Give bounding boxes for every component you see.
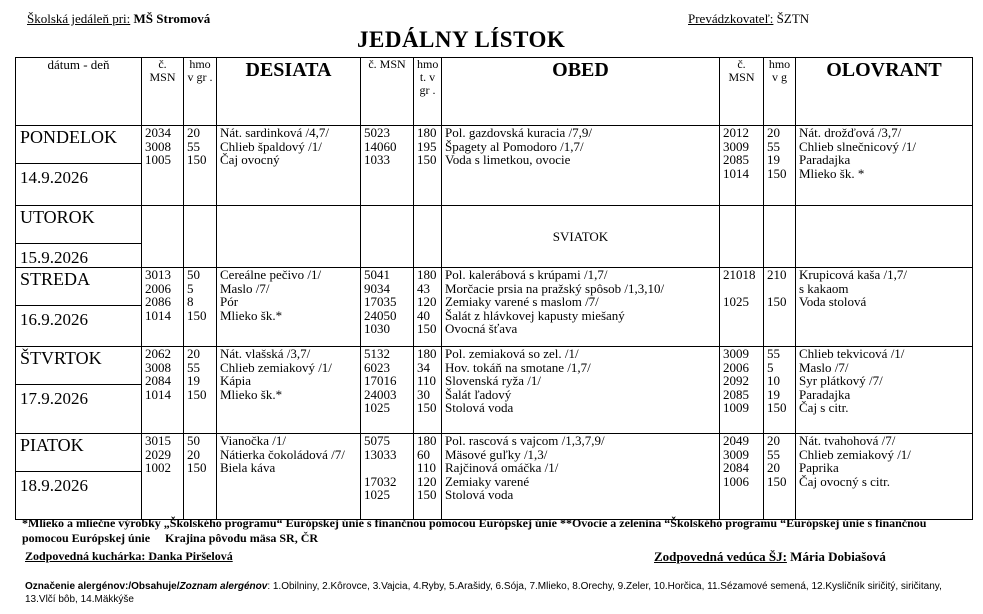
- list-item: 5: [187, 280, 194, 296]
- list-item: 20: [187, 125, 200, 140]
- list-item: Zemiaky varené s maslom /7/: [445, 294, 599, 309]
- col-olovrant: OLOVRANT: [796, 58, 973, 126]
- list-item: Chlieb zemiakový /1/: [220, 359, 332, 375]
- olovrant-msn: [720, 268, 764, 347]
- list-item: 180: [417, 267, 437, 282]
- day-name: PONDELOK: [20, 127, 117, 147]
- day-cell: [16, 434, 142, 520]
- obed-weight: [414, 268, 442, 347]
- school-header: [27, 11, 210, 27]
- list-item: 2084: [145, 373, 171, 388]
- page-title: JEDÁLNY LÍSTOK: [357, 27, 566, 52]
- list-item: 150: [417, 152, 437, 167]
- obed-msn: [361, 126, 414, 206]
- desiata-weight: [184, 347, 217, 434]
- allergen-label-italic: Zoznam alergénov: [179, 581, 268, 592]
- list-item: [767, 282, 792, 296]
- olovrant-msn: [720, 347, 764, 434]
- list-item: 3015: [145, 433, 171, 448]
- desiata-weight: [184, 126, 217, 206]
- list-item: 20: [767, 433, 780, 448]
- school-name: MŠ Stromová: [133, 11, 211, 26]
- col-weight-1: hmo v gr .: [184, 58, 217, 126]
- col-msn-2: č. MSN: [361, 58, 414, 126]
- desiata-items: [217, 347, 361, 434]
- list-item: 3009: [723, 346, 749, 361]
- list-item: 40: [417, 307, 430, 323]
- list-item: Paradajka: [799, 386, 851, 402]
- desiata-weight: [184, 268, 217, 347]
- day-cell: [16, 347, 142, 434]
- list-item: 3009: [723, 446, 749, 462]
- list-item: 55: [767, 346, 780, 361]
- list-item: Pol. gazdovská kuracia /7,9/: [445, 125, 592, 140]
- col-msn-3: č. MSN: [720, 58, 764, 126]
- responsible-cook: Zodpovedná kuchárka: Danka Piršelová: [25, 549, 233, 563]
- list-item: 1014: [145, 386, 171, 402]
- desiata-msn: [142, 434, 184, 520]
- list-item: Syr plátkový /7/: [799, 373, 883, 388]
- obed-weight: [414, 347, 442, 434]
- olovrant-weight: [764, 126, 796, 206]
- list-item: 150: [767, 473, 787, 489]
- list-item: 110: [417, 373, 437, 388]
- list-item: Krupicová kaša /1,7/: [799, 267, 907, 282]
- list-item: Nát. tvahohová /7/: [799, 433, 896, 448]
- olovrant-weight: [764, 347, 796, 434]
- list-item: 60: [417, 446, 430, 462]
- list-item: 2012: [723, 125, 749, 140]
- list-item: 110: [417, 460, 437, 475]
- list-item: 1025: [364, 400, 390, 415]
- list-item: Hov. tokáň na smotane /1,7/: [445, 359, 591, 375]
- list-item: Chlieb slnečnicový /1/: [799, 138, 916, 154]
- day-row: [16, 126, 973, 206]
- list-item: 2034: [145, 125, 171, 140]
- olovrant-msn: [720, 126, 764, 206]
- list-item: 5: [767, 359, 774, 375]
- list-item: Voda s limetkou, ovocie: [445, 152, 571, 167]
- list-item: 14060: [364, 138, 397, 154]
- obed-items: [442, 347, 720, 434]
- list-item: 150: [187, 460, 207, 475]
- obed-msn: [361, 434, 414, 520]
- list-item: Pór: [220, 294, 239, 309]
- list-item: 1025: [364, 487, 390, 502]
- olovrant-items: [796, 126, 973, 206]
- day-name: STREDA: [20, 269, 91, 289]
- olovrant-items: [796, 434, 973, 520]
- list-item: Stolová voda: [445, 487, 514, 502]
- list-item: Maslo /7/: [220, 280, 270, 296]
- allergen-list: : 1.Obilniny, 2.Kôrovce, 3.Vajcia, 4.Ryby, 5.Arašidy, 6.Sója, 7.Mlieko, 8.Orechy, 9.Zeler, 10.Horčica, 11.Sézamové semená, 12.Kysličník siričitý, siričitany, 13.Vlčí bôb, 14.Mäkkýše: [25, 581, 942, 605]
- col-date-day: dátum - deň: [16, 58, 142, 126]
- list-item: Zemiaky varené: [445, 473, 530, 489]
- list-item: 8: [187, 294, 194, 309]
- desiata-weight: [184, 434, 217, 520]
- list-item: 1006: [723, 473, 749, 489]
- manager-label: Zodpovedná vedúca ŠJ:: [654, 549, 787, 564]
- olovrant-msn: [720, 434, 764, 520]
- list-item: Stolová voda: [445, 400, 514, 415]
- list-item: Cereálne pečivo /1/: [220, 267, 322, 282]
- menu-table: [15, 57, 973, 520]
- list-item: 43: [417, 280, 430, 296]
- list-item: 9034: [364, 280, 390, 296]
- list-item: 2085: [723, 386, 749, 402]
- list-item: 50: [187, 433, 200, 448]
- school-label: Školská jedáleň pri:: [27, 11, 131, 26]
- desiata-msn: [142, 347, 184, 434]
- list-item: Nát. sardinková /4,7/: [220, 125, 330, 140]
- desiata-msn: [142, 126, 184, 206]
- day-row: [16, 268, 973, 347]
- list-item: Nátierka čokoládová /7/: [220, 446, 345, 462]
- day-row: [16, 206, 973, 268]
- list-item: 150: [767, 294, 787, 309]
- operator-name: ŠZTN: [776, 11, 810, 26]
- day-date: 14.9.2026: [20, 168, 88, 187]
- responsible-manager: [654, 549, 886, 565]
- list-item: 120: [417, 294, 437, 309]
- list-item: [723, 282, 760, 296]
- list-item: Mäsové guľky /1,3/: [445, 446, 548, 462]
- day-date: 17.9.2026: [20, 389, 88, 408]
- list-item: Mlieko šk.*: [220, 307, 283, 323]
- list-item: 17016: [364, 373, 397, 388]
- list-item: Pol. rascová s vajcom /1,3,7,9/: [445, 433, 605, 448]
- empty-cell: [142, 206, 184, 268]
- list-item: Pol. zemiaková so zel. /1/: [445, 346, 579, 361]
- list-item: 17035: [364, 294, 397, 309]
- list-item: 20: [767, 460, 780, 475]
- list-item: 20: [767, 125, 780, 140]
- list-item: 180: [417, 433, 437, 448]
- empty-cell: [764, 206, 796, 268]
- list-item: 1002: [145, 460, 171, 475]
- list-item: 34: [417, 359, 430, 375]
- list-item: 24050: [364, 307, 397, 323]
- list-item: Chlieb zemiakový /1/: [799, 446, 911, 462]
- list-item: Čaj s citr.: [799, 400, 849, 415]
- list-item: 50: [187, 267, 200, 282]
- list-item: 1033: [364, 152, 390, 167]
- list-item: 1025: [723, 294, 749, 309]
- col-weight-3: hmo v g: [764, 58, 796, 126]
- list-item: Nát. drožďová /3,7/: [799, 125, 902, 140]
- list-item: [364, 461, 410, 475]
- list-item: 150: [187, 307, 207, 323]
- list-item: 5132: [364, 346, 390, 361]
- desiata-items: [217, 126, 361, 206]
- list-item: 20: [187, 446, 200, 462]
- list-item: 2085: [723, 152, 749, 167]
- empty-cell: [414, 206, 442, 268]
- allergen-legend: [25, 580, 965, 606]
- list-item: 21018: [723, 267, 756, 282]
- list-item: 2049: [723, 433, 749, 448]
- list-item: Chlieb tekvicová /1/: [799, 346, 905, 361]
- menu-body: [16, 126, 973, 520]
- list-item: 3009: [723, 138, 749, 154]
- list-item: Slovenská ryža /1/: [445, 373, 542, 388]
- meat-origin: Krajina pôvodu mäsa SR, ČR: [165, 531, 319, 545]
- list-item: 55: [767, 138, 780, 154]
- list-item: 150: [417, 321, 437, 336]
- list-item: 150: [187, 386, 207, 402]
- list-item: 180: [417, 125, 437, 140]
- day-cell: [16, 268, 142, 347]
- obed-msn: [361, 268, 414, 347]
- list-item: Vianočka /1/: [220, 433, 287, 448]
- list-item: 195: [417, 138, 437, 154]
- list-item: 1009: [723, 400, 749, 415]
- list-item: Ovocná šťava: [445, 321, 518, 336]
- col-desiata: DESIATA: [217, 58, 361, 126]
- holiday-label: SVIATOK: [442, 206, 720, 268]
- list-item: 2062: [145, 346, 171, 361]
- olovrant-weight: [764, 268, 796, 347]
- empty-cell: [217, 206, 361, 268]
- list-item: 2029: [145, 446, 171, 462]
- list-item: Kápia: [220, 373, 252, 388]
- col-weight-2: hmo t. v gr .: [414, 58, 442, 126]
- list-item: 6023: [364, 359, 390, 375]
- list-item: 17032: [364, 473, 397, 489]
- list-item: Rajčinová omáčka /1/: [445, 460, 559, 475]
- list-item: 10: [767, 373, 780, 388]
- program-note-text: *Mlieko a mliečne výrobky „Školského programu“ Európskej únie s finančnou pomocou Európskej únie **Ovocie a zelenina “Školského programu “Európskej únie s finančnou pomocou Európskej únie: [22, 516, 927, 545]
- list-item: 55: [767, 446, 780, 462]
- list-item: 150: [187, 152, 207, 167]
- day-row: [16, 434, 973, 520]
- list-item: 2006: [145, 280, 171, 296]
- list-item: Maslo /7/: [799, 359, 849, 375]
- operator-header: [688, 11, 809, 27]
- list-item: 3013: [145, 267, 171, 282]
- allergen-label: Označenie alergénov:/Obsahuje/: [25, 581, 180, 592]
- obed-weight: [414, 434, 442, 520]
- operator-label: Prevádzkovateľ:: [688, 11, 774, 26]
- obed-items: [442, 126, 720, 206]
- olovrant-items: [796, 268, 973, 347]
- day-cell: [16, 206, 142, 268]
- list-item: 120: [417, 473, 437, 489]
- day-name: PIATOK: [20, 435, 84, 455]
- day-date: 15.9.2026: [20, 248, 88, 267]
- list-item: 1005: [145, 152, 171, 167]
- list-item: 150: [767, 165, 787, 181]
- list-item: Šalát z hlávkovej kapusty miešaný: [445, 307, 625, 323]
- list-item: 5023: [364, 125, 390, 140]
- list-item: Šalát ľadový: [445, 386, 512, 402]
- list-item: 20: [187, 346, 200, 361]
- list-item: Nát. vlašská /3,7/: [220, 346, 311, 361]
- list-item: Mlieko šk.*: [220, 386, 283, 402]
- list-item: 2092: [723, 373, 749, 388]
- list-item: Biela káva: [220, 460, 276, 475]
- desiata-msn: [142, 268, 184, 347]
- olovrant-items: [796, 347, 973, 434]
- desiata-items: [217, 268, 361, 347]
- list-item: Čaj ovocný s citr.: [799, 473, 890, 489]
- list-item: 2006: [723, 359, 749, 375]
- list-item: 1014: [145, 307, 171, 323]
- list-item: 2086: [145, 294, 171, 309]
- day-date: 16.9.2026: [20, 310, 88, 329]
- list-item: 5041: [364, 267, 390, 282]
- list-item: 3008: [145, 359, 171, 375]
- list-item: 150: [417, 400, 437, 415]
- list-item: 210: [767, 267, 787, 282]
- list-item: 19: [767, 152, 780, 167]
- day-name: ŠTVRTOK: [20, 348, 102, 368]
- list-item: 5075: [364, 433, 390, 448]
- list-item: 150: [417, 487, 437, 502]
- list-item: Mlieko šk. *: [799, 165, 865, 181]
- list-item: 2084: [723, 460, 749, 475]
- obed-items: [442, 268, 720, 347]
- list-item: 24003: [364, 386, 397, 402]
- list-item: s kakaom: [799, 280, 849, 296]
- list-item: Chlieb špaldový /1/: [220, 138, 322, 154]
- col-msn-1: č. MSN: [142, 58, 184, 126]
- list-item: 19: [767, 386, 780, 402]
- desiata-items: [217, 434, 361, 520]
- list-item: Morčacie prsia na pražský spôsob /1,3,10/: [445, 280, 665, 296]
- list-item: 30: [417, 386, 430, 402]
- list-item: 55: [187, 359, 200, 375]
- empty-cell: [184, 206, 217, 268]
- obed-weight: [414, 126, 442, 206]
- list-item: Paradajka: [799, 152, 851, 167]
- obed-items: [442, 434, 720, 520]
- program-note: [22, 516, 962, 546]
- obed-msn: [361, 347, 414, 434]
- list-item: 1030: [364, 321, 390, 336]
- list-item: Paprika: [799, 460, 839, 475]
- empty-cell: [720, 206, 764, 268]
- list-item: 13033: [364, 446, 397, 462]
- day-row: [16, 347, 973, 434]
- day-name: UTOROK: [20, 207, 95, 227]
- day-cell: [16, 126, 142, 206]
- list-item: 150: [767, 400, 787, 415]
- list-item: Voda stolová: [799, 294, 867, 309]
- list-item: Čaj ovocný: [220, 152, 280, 167]
- empty-cell: [361, 206, 414, 268]
- list-item: 55: [187, 138, 200, 154]
- list-item: Špagety al Pomodoro /1,7/: [445, 138, 584, 154]
- list-item: 180: [417, 346, 437, 361]
- col-obed: OBED: [442, 58, 720, 126]
- list-item: 3008: [145, 138, 171, 154]
- day-date: 18.9.2026: [20, 476, 88, 495]
- empty-cell: [796, 206, 973, 268]
- list-item: 19: [187, 373, 200, 388]
- list-item: 1014: [723, 165, 749, 181]
- olovrant-weight: [764, 434, 796, 520]
- list-item: Pol. kalerábová s krúpami /1,7/: [445, 267, 608, 282]
- manager-name: Mária Dobiašová: [786, 549, 886, 564]
